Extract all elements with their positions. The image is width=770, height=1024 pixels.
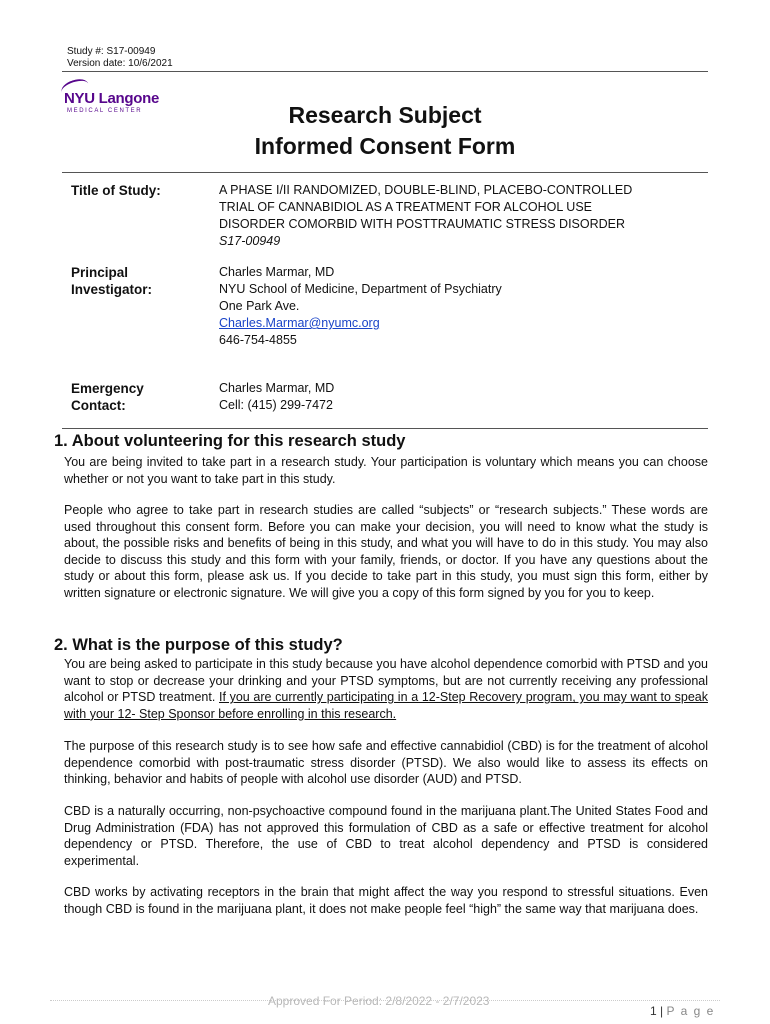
- title-line-1: Research Subject: [288, 102, 482, 128]
- title-rule: [62, 172, 708, 173]
- info-rule: [62, 428, 708, 429]
- section-1-paragraph-1: You are being invited to take part in a research study. Your participation is voluntary which means you can choose whether or not you want to take part in this study.: [64, 455, 708, 486]
- emergency-contact-value: [219, 380, 689, 414]
- page-number: [650, 1004, 715, 1018]
- section-1-heading: 1. About volunteering for this research study: [54, 432, 406, 450]
- pi-label-line: Principal: [71, 265, 129, 280]
- page-title: [200, 100, 570, 162]
- section-1-paragraph-2: People who agree to take part in research studies are called “subjects” or “research subjects.” These words are used throughout this consent form. Before you can make your decision, you will need to know what the study is about, the possible risks and benefits of being in this study, and what you will have to do in this study. You may also decide to discuss this study and this form with your family, friends, or doctor. If you have any questions about the study or about this form, please ask us. If you decide to take part in this study, you must sign this form, either by written signature or electronic signature. We will give you a copy of this form signed by you for you to keep.: [64, 503, 708, 600]
- ec-cell: Cell: (415) 299-7472: [219, 398, 333, 412]
- section-2-paragraph-2: The purpose of this research study is to see how safe and effective cannabidiol (CBD) is for the treatment of alcohol dependence comorbid with post-traumatic stress disorder (PTSD). We also would like to assess its effects on thinking, behavior and habits of people with alcohol use disorder (AUD) and PTSD.: [64, 739, 708, 787]
- version-date: Version date: 10/6/2021: [67, 58, 173, 69]
- title-line-2: Informed Consent Form: [254, 133, 516, 159]
- study-code: S17-00949: [219, 234, 281, 248]
- page-word: P a g e: [666, 1004, 715, 1018]
- study-title-line: TRIAL OF CANNABIDIOL AS A TREATMENT FOR ALCOHOL USE: [219, 200, 593, 214]
- document-meta: [67, 46, 173, 70]
- ec-label-line: Emergency: [71, 381, 144, 396]
- pi-address: One Park Ave.: [219, 299, 300, 313]
- section-2-paragraph-1: [64, 656, 708, 722]
- section-2-paragraph-4: CBD works by activating receptors in the brain that might affect the way you respond to stressful situations. Even though CBD is found in the marijuana plant, it does not make people feel “high” the same way that marijuana does.: [64, 885, 708, 916]
- pi-label-line: Investigator:: [71, 282, 153, 297]
- nyu-langone-logo: [61, 80, 161, 120]
- pi-name: Charles Marmar, MD: [219, 265, 335, 279]
- principal-investigator-label: [71, 264, 152, 298]
- study-title-line: DISORDER COMORBID WITH POSTTRAUMATIC STRESS DISORDER: [219, 217, 626, 231]
- study-number: Study #: S17-00949: [67, 46, 156, 57]
- purpose-reason-text: You are being asked to participate in this study because you have alcohol dependence comorbid with PTSD and you want to stop or decrease your drinking and your PTSD symptoms, but are not currently receiving any professional alcohol or PTSD treatment.: [64, 657, 708, 705]
- page-number-value: 1: [650, 1004, 657, 1018]
- emergency-contact-label: [71, 380, 144, 414]
- section-2-heading: 2. What is the purpose of this study?: [54, 636, 343, 654]
- twelve-step-notice: If you are currently participating in a 12-Step Recovery program, you may want to speak with your 12- Step Sponsor before enrolling in this research.: [64, 690, 708, 721]
- pi-phone: 646-754-4855: [219, 333, 297, 347]
- section-2-paragraph-3: CBD is a naturally occurring, non-psychoactive compound found in the marijuana plant.The United States Food and Drug Administration (FDA) has not approved this formulation of CBD as a safe or effective treatment for alcohol dependency or PTSD. Therefore, the use of CBD to treat alcohol dependency and PTSD is considered experimental.: [64, 804, 708, 868]
- logo-main-text: NYU Langone: [64, 90, 160, 107]
- ec-name: Charles Marmar, MD: [219, 381, 335, 395]
- title-of-study-label: Title of Study:: [71, 183, 161, 198]
- approval-period: Approved For Period: 2/8/2022 - 2/7/2023: [268, 994, 490, 1008]
- principal-investigator-value: [219, 264, 689, 349]
- logo-sub-text: MEDICAL CENTER: [67, 108, 143, 114]
- study-title-line: A PHASE I/II RANDOMIZED, DOUBLE-BLIND, PLACEBO-CONTROLLED: [219, 183, 633, 197]
- pi-email-link[interactable]: Charles.Marmar@nyumc.org: [219, 316, 380, 330]
- page-separator: |: [660, 1004, 664, 1018]
- header-rule: [62, 71, 708, 72]
- title-of-study-value: [219, 182, 689, 250]
- ec-label-line: Contact:: [71, 398, 126, 413]
- pi-department: NYU School of Medicine, Department of Psychiatry: [219, 282, 502, 296]
